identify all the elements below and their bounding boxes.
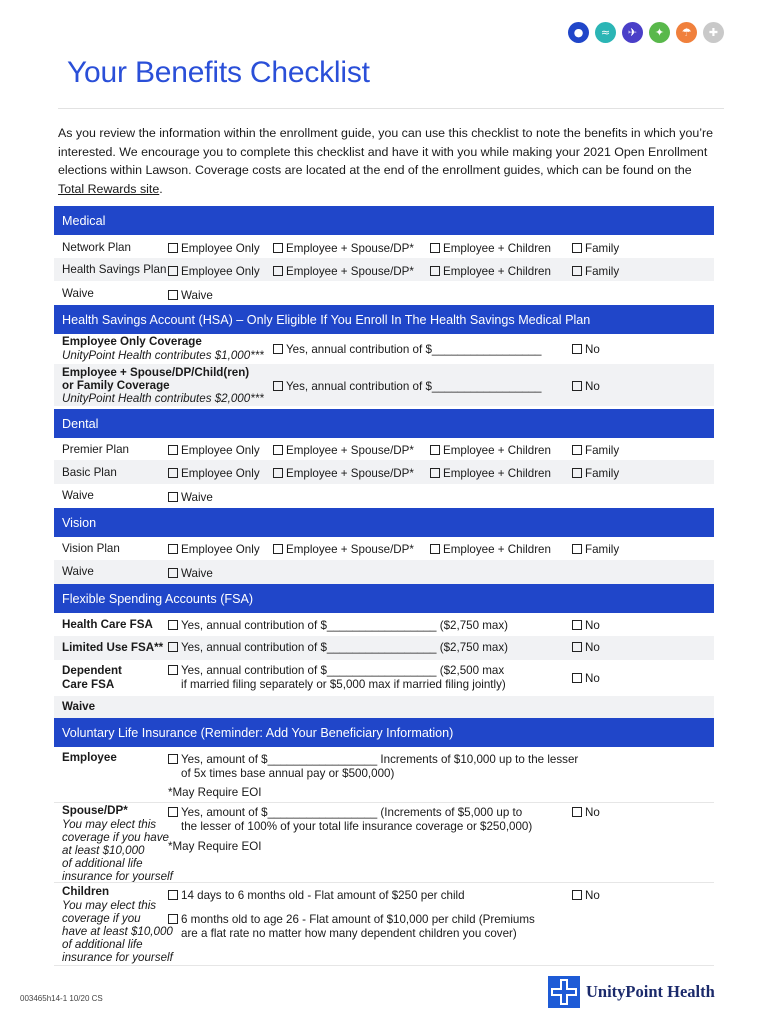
children-note-4: of additional life	[62, 938, 143, 951]
lightbulb-icon: ✦	[649, 22, 670, 43]
life-emp-eoi: *May Require EOI	[168, 786, 262, 799]
vision-emp-only[interactable]	[168, 543, 260, 557]
option-label: No	[585, 380, 600, 393]
option-label: No	[585, 672, 600, 685]
cross-logo-icon	[548, 976, 580, 1008]
dc-fsa-yes[interactable]	[168, 664, 504, 678]
intro-paragraph	[58, 124, 718, 198]
row-shade	[54, 560, 714, 584]
checkbox[interactable]	[273, 266, 283, 276]
option-label: Employee Only	[181, 265, 260, 278]
option-label: Employee Only	[181, 444, 260, 457]
apple-icon: ●	[568, 22, 589, 43]
checkbox[interactable]	[168, 754, 178, 764]
option-label: 6 months old to age 26 - Flat amount of $10,000 per child (Premiums	[181, 913, 535, 926]
premier-plan-label: Premier Plan	[62, 443, 130, 456]
medical-waive-option[interactable]	[168, 289, 213, 303]
basic-family[interactable]	[572, 467, 619, 481]
option-label: Yes, annual contribution of $_________________ ($2,750 max)	[181, 619, 509, 632]
hsa-family-label-1: Employee + Spouse/DP/Child(ren)	[62, 366, 250, 379]
premier-family[interactable]	[572, 444, 619, 458]
life-emp-yes[interactable]	[168, 753, 578, 767]
medical-header	[54, 206, 714, 235]
basic-emp-only[interactable]	[168, 467, 260, 481]
umbrella-icon: ☂	[676, 22, 697, 43]
spouse-note-1: You may elect this	[62, 818, 157, 831]
hsa-family-yes[interactable]	[273, 380, 542, 394]
life-spouse-yes[interactable]	[168, 806, 522, 820]
vision-waive-option[interactable]	[168, 567, 213, 581]
life-child-opt-1[interactable]	[168, 889, 465, 903]
option-label: No	[585, 343, 600, 356]
dental-header	[54, 409, 714, 438]
vision-plan-label: Vision Plan	[62, 542, 120, 555]
divider	[58, 108, 724, 109]
checkbox[interactable]	[273, 243, 283, 253]
option-label: Employee + Children	[443, 543, 551, 556]
checkbox[interactable]	[572, 445, 582, 455]
hsa-family-sub: UnityPoint Health contributes $2,000***	[62, 392, 264, 405]
hsa-family-no[interactable]	[572, 380, 600, 394]
fsa-header-label: Flexible Spending Accounts (FSA)	[62, 591, 254, 606]
spouse-note-2: coverage if you have	[62, 831, 169, 844]
option-label: Yes, annual contribution of $_________________ ($2,750 max)	[181, 641, 509, 654]
option-label: Waive	[181, 289, 213, 302]
life-emp-label: Employee	[62, 751, 117, 764]
premier-emp-spouse[interactable]	[273, 444, 414, 458]
row-divider	[54, 802, 714, 803]
network-emp-children[interactable]	[430, 242, 551, 256]
basic-plan-label: Basic Plan	[62, 466, 117, 479]
checkbox[interactable]	[430, 468, 440, 478]
fsa-waive-label: Waive	[62, 700, 96, 713]
option-label: No	[585, 619, 600, 632]
checkbox[interactable]	[572, 243, 582, 253]
premier-emp-children[interactable]	[430, 444, 551, 458]
checkbox[interactable]	[168, 468, 178, 478]
intro-end: .	[159, 181, 163, 196]
checkbox[interactable]	[572, 381, 582, 391]
option-label: Employee + Children	[443, 265, 551, 278]
option-label: Employee + Children	[443, 242, 551, 255]
intro-text: As you review the information within the enrollment guide, you can use this checklist to note the benefits in which you’re interested. We encourage you to complete this checklist and have it with you while making your 2021 Open Enrollment elections within Lawson. Coverage costs are located at the end of the enrollment guides, which can be found on the	[58, 126, 713, 178]
medical-waive-label: Waive	[62, 287, 94, 300]
option-label: Employee Only	[181, 242, 260, 255]
checkbox[interactable]	[572, 642, 582, 652]
row-divider	[54, 882, 714, 883]
checkbox[interactable]	[168, 544, 178, 554]
lu-fsa-yes[interactable]	[168, 641, 508, 655]
option-label: Employee + Children	[443, 444, 551, 457]
hsp-label: Health Savings Plan	[62, 263, 167, 276]
option-label: Employee Only	[181, 543, 260, 556]
medical-header-label: Medical	[62, 213, 106, 228]
checkbox[interactable]	[572, 890, 582, 900]
option-label: Waive	[181, 491, 213, 504]
hsa-emp-only-yes[interactable]	[273, 343, 542, 357]
hsa-family-label-2: or Family Coverage	[62, 379, 170, 392]
lu-fsa-no[interactable]	[572, 641, 600, 655]
option-label: Family	[585, 265, 620, 278]
basic-emp-children[interactable]	[430, 467, 551, 481]
lu-fsa-label: Limited Use FSA**	[62, 641, 164, 654]
network-emp-only[interactable]	[168, 242, 260, 256]
premier-emp-only[interactable]	[168, 444, 260, 458]
checkbox[interactable]	[168, 243, 178, 253]
hsp-emp-spouse[interactable]	[273, 265, 414, 279]
life-child-opt-2[interactable]	[168, 913, 535, 927]
checkbox[interactable]	[273, 445, 283, 455]
checkbox[interactable]	[430, 243, 440, 253]
hsa-header-label: Health Savings Account (HSA) – Only Eligible If You Enroll In The Health Savings Medical Plan	[62, 312, 591, 327]
checkbox[interactable]	[572, 620, 582, 630]
checkbox[interactable]	[572, 344, 582, 354]
option-label: Employee Only	[181, 467, 260, 480]
children-note-5: insurance for yourself	[62, 951, 173, 964]
dc-fsa-no[interactable]	[572, 672, 600, 686]
dental-header-label: Dental	[62, 416, 99, 431]
checkbox[interactable]	[168, 665, 178, 675]
vision-emp-spouse[interactable]	[273, 543, 414, 557]
option-label: Employee + Spouse/DP*	[286, 444, 414, 457]
dc-fsa-label-2: Care FSA	[62, 678, 115, 691]
vision-header-label: Vision	[62, 515, 97, 530]
option-label: Family	[585, 543, 620, 556]
dc-fsa-note: if married filing separately or $5,000 max if married filing jointly)	[181, 678, 506, 691]
hsp-emp-only[interactable]	[168, 265, 260, 279]
spouse-note-3: at least $10,000	[62, 844, 145, 857]
checkbox[interactable]	[168, 890, 178, 900]
money-icon: ≈	[595, 22, 616, 43]
option-label: 14 days to 6 months old - Flat amount of $250 per child	[181, 889, 465, 902]
children-note-1: You may elect this	[62, 899, 157, 912]
row-divider	[54, 965, 714, 966]
checkbox[interactable]	[430, 544, 440, 554]
hsa-emp-only-no[interactable]	[572, 343, 600, 357]
checkbox[interactable]	[168, 914, 178, 924]
network-plan-label: Network Plan	[62, 241, 131, 254]
dental-waive-option[interactable]	[168, 491, 213, 505]
checkbox[interactable]	[168, 642, 178, 652]
logo-text: UnityPoint Health	[586, 982, 715, 1001]
option-label: Yes, annual contribution of $_________________ ($2,500 max	[181, 664, 505, 677]
checkbox[interactable]	[572, 673, 582, 683]
checkbox[interactable]	[572, 468, 582, 478]
checkbox[interactable]	[168, 620, 178, 630]
checkbox[interactable]	[168, 266, 178, 276]
hc-fsa-yes[interactable]	[168, 619, 508, 633]
life-emp-note: of 5x times base annual pay or $500,000)	[181, 767, 395, 780]
option-label: Employee + Spouse/DP*	[286, 242, 414, 255]
checkbox[interactable]	[273, 468, 283, 478]
hsa-emp-only-label: Employee Only Coverage	[62, 335, 202, 348]
hc-fsa-label: Health Care FSA	[62, 618, 153, 631]
life-header	[54, 718, 714, 747]
option-label: Waive	[181, 567, 213, 580]
unitypoint-logo	[548, 976, 715, 1008]
life-spouse-eoi: *May Require EOI	[168, 840, 262, 853]
life-spouse-no[interactable]	[572, 806, 600, 820]
children-note-2: coverage if you	[62, 912, 141, 925]
option-label: Family	[585, 467, 620, 480]
document-code: 003465h14-1 10/20 CS	[20, 994, 103, 1003]
checkbox[interactable]	[168, 445, 178, 455]
network-emp-spouse[interactable]	[273, 242, 414, 256]
checkbox[interactable]	[168, 290, 178, 300]
life-header-label: Voluntary Life Insurance (Reminder: Add Your Beneficiary Information)	[62, 725, 454, 740]
checkbox[interactable]	[430, 266, 440, 276]
category-icons	[568, 22, 724, 43]
option-label: Employee + Spouse/DP*	[286, 265, 414, 278]
option-label: No	[585, 641, 600, 654]
option-label: Employee + Children	[443, 467, 551, 480]
vision-waive-label: Waive	[62, 565, 94, 578]
option-label: Yes, amount of $_________________ Increments of $10,000 up to the lesser	[181, 753, 579, 766]
spouse-note-5: insurance for yourself	[62, 870, 173, 883]
total-rewards-link[interactable]: Total Rewards site	[58, 181, 160, 196]
option-label: Employee + Spouse/DP*	[286, 467, 414, 480]
checkbox[interactable]	[572, 266, 582, 276]
option-label: Employee + Spouse/DP*	[286, 543, 414, 556]
hsa-emp-only-sub: UnityPoint Health contributes $1,000***	[62, 349, 264, 362]
fsa-header	[54, 584, 714, 613]
dc-fsa-label-1: Dependent	[62, 664, 122, 677]
checkbox[interactable]	[168, 807, 178, 817]
dental-waive-label: Waive	[62, 489, 94, 502]
option-label: Yes, amount of $_________________ (Increments of $5,000 up to	[181, 806, 523, 819]
life-spouse-label: Spouse/DP*	[62, 804, 128, 817]
checkbox[interactable]	[430, 445, 440, 455]
children-note-3: have at least $10,000	[62, 925, 173, 938]
page-title: Your Benefits Checklist	[67, 56, 370, 89]
checkbox[interactable]	[273, 344, 283, 354]
option-label: Family	[585, 242, 620, 255]
life-spouse-note: the lesser of 100% of your total life insurance coverage or $250,000)	[181, 820, 533, 833]
hsa-header	[54, 305, 714, 334]
vision-emp-children[interactable]	[430, 543, 551, 557]
option-label: Yes, annual contribution of $_________________	[286, 380, 542, 393]
vision-family[interactable]	[572, 543, 619, 557]
option-label: Yes, annual contribution of $_________________	[286, 343, 542, 356]
row-shade	[54, 696, 714, 718]
option-label: No	[585, 889, 600, 902]
checkbox[interactable]	[273, 544, 283, 554]
vision-header	[54, 508, 714, 537]
option-label: Family	[585, 444, 620, 457]
life-child-opt-2-note: are a flat rate no matter how many dependent children you cover)	[181, 927, 517, 940]
checkbox[interactable]	[273, 381, 283, 391]
plane-icon: ✈	[622, 22, 643, 43]
life-children-no[interactable]	[572, 889, 600, 903]
hsp-emp-children[interactable]	[430, 265, 551, 279]
option-label: No	[585, 806, 600, 819]
checkbox[interactable]	[572, 807, 582, 817]
checkbox[interactable]	[168, 568, 178, 578]
spouse-note-4: of additional life	[62, 857, 143, 870]
checkbox[interactable]	[572, 544, 582, 554]
basic-emp-spouse[interactable]	[273, 467, 414, 481]
life-children-label: Children	[62, 885, 110, 898]
checkbox[interactable]	[168, 492, 178, 502]
hsp-family[interactable]	[572, 265, 619, 279]
hc-fsa-no[interactable]	[572, 619, 600, 633]
network-family[interactable]	[572, 242, 619, 256]
plus-icon: ✚	[703, 22, 724, 43]
